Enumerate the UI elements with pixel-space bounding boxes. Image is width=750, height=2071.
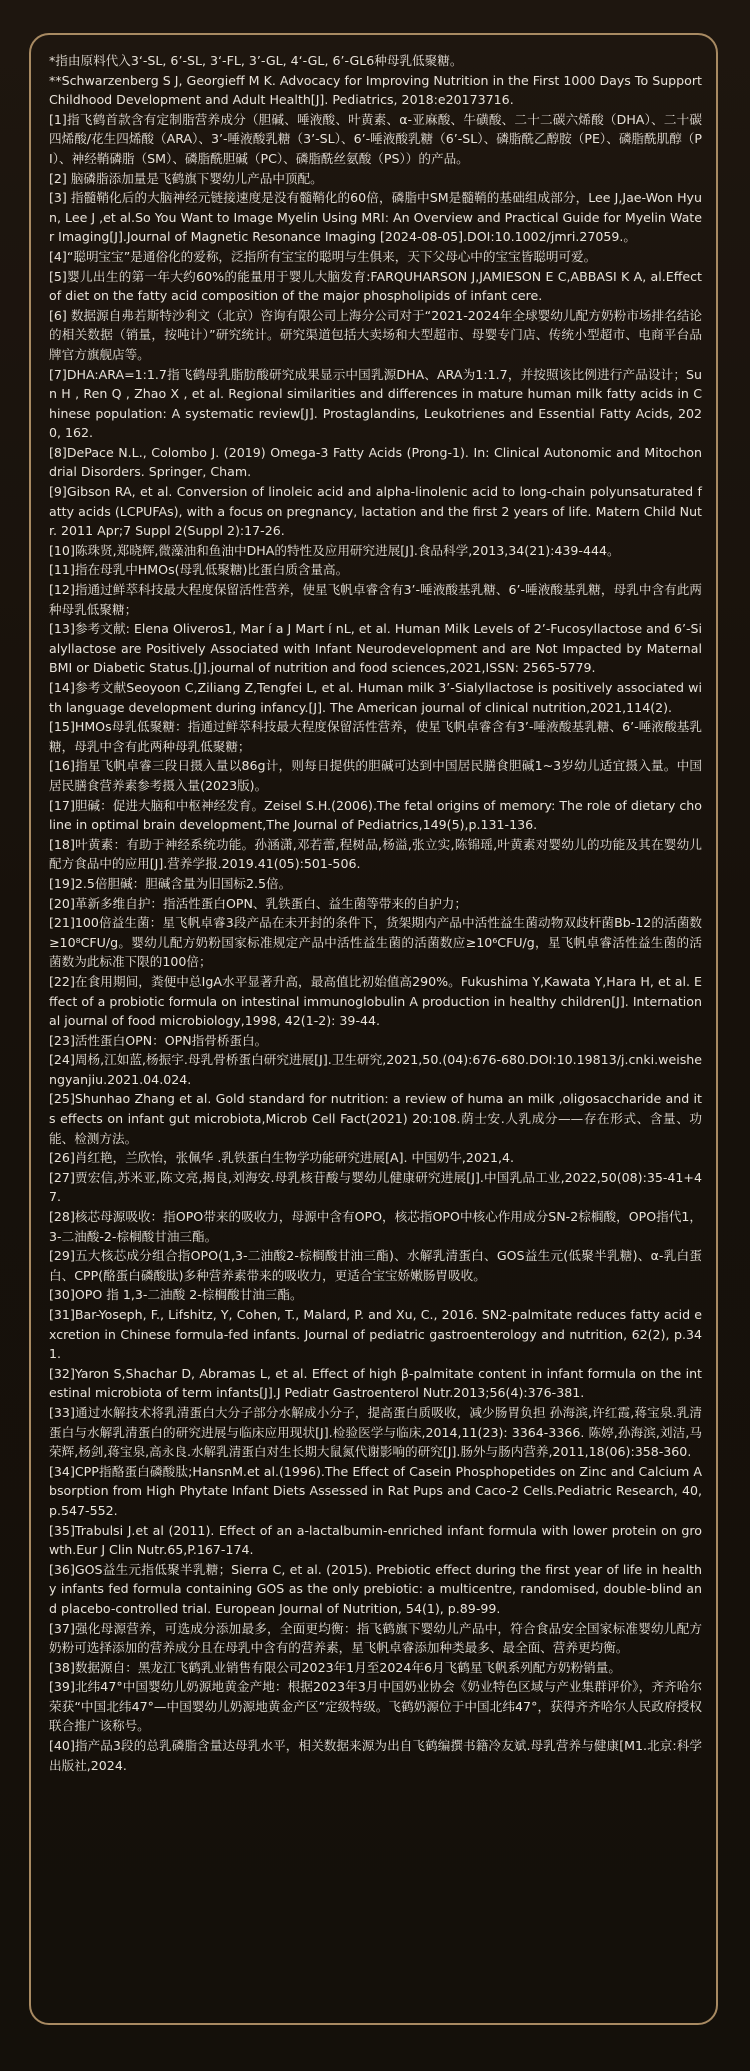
reference-item: [36]GOS益生元指低聚半乳糖；Sierra C, et al. (2015). Prebiotic effect during the first year of life in healthy infants fed formula containing GOS as the only prebiotic: a multicentre, randomised, double-blind and placebo-controlled trial. European Journal of Nutrition, 54(1), p.89-99. — [49, 1561, 702, 1616]
reference-item: [15]HMOs母乳低聚糖：指通过鲜萃科技最大程度保留活性营养，使星飞帆卓睿含有3’-唾液酸基乳糖、6’-唾液酸基乳糖，母乳中含有此两种母乳低聚糖； — [49, 719, 702, 754]
reference-item: [17]胆碱：促进大脑和中枢神经发育。Zeisel S.H.(2006).The fetal origins of memory: The role of dietary choline in optimal brain development,The Journal of Pediatrics,149(5),p.131-136. — [49, 797, 702, 833]
reference-item: [13]参考文献: Elena Oliveros1, Mar í a J Mart í nL, et al. Human Milk Levels of 2’-Fucosyllactose and 6’-Sialyllactose are Positively Associated with Infant Neurodevelopment and are Not Impacted by Maternal BMI or Diabetic Status.[J].journal of nutrition and food sciences,2021,ISSN: 2565-5779. — [49, 621, 702, 676]
reference-item: [31]Bar-Yoseph, F., Lifshitz, Y, Cohen, T., Malard, P. and Xu, C., 2016. SN2-palmitate reduces fatty acid excretion in Chinese formula-fed infants. Journal of pediatric gastroenterology and nutrition, 62(2), p.341. — [49, 1307, 702, 1362]
reference-item: [14]参考文献Seoyoon C,Ziliang Z,Tengfei L, et al. Human milk 3’-Sialyllactose is positively associated with language development during infancy.[J]. The American journal of clinical nutrition,2021,114(2). — [49, 680, 702, 715]
reference-item: [29]五大核芯成分组合指OPO(1,3-二油酸2-棕榈酸甘油三酯)、水解乳清蛋白、GOS益生元(低聚半乳糖)、α-乳白蛋白、CPP(酪蛋白磷酸肽)多种营养素带来的吸收力，更适合宝宝娇嫩肠胃吸收。 — [49, 1248, 702, 1283]
reference-item: [30]OPO 指 1,3-二油酸 2-棕榈酸甘油三酯。 — [49, 1287, 303, 1303]
reference-item: [1]指飞鹤首款含有定制脂营养成分（胆碱、唾液酸、叶黄素、α-亚麻酸、牛磺酸、二十二碳六烯酸（DHA）、二十碳四烯酸/花生四烯酸（ARA）、3’-唾液酸乳糖（3’-SL）、6’-唾液酸乳糖（6’-SL）、磷脂酰乙醇胺（PE）、磷脂酰肌醇（PI）、神经鞘磷脂（SM）、磷脂酰胆碱（PC）、磷脂酰丝氨酸（PS））的产品。 — [49, 111, 702, 166]
reference-item: [19]2.5倍胆碱：胆碱含量为旧国标2.5倍。 — [49, 875, 292, 891]
reference-item: [22]在食用期间，粪便中总IgA水平显著升高，最高值比初始值高290%。Fukushima Y,Kawata Y,Hara H, et al. Effect of a probiotic formula on intestinal immunoglobulin A production in healthy children[J]. International journal of food microbiology,1998, 42(1-2): 39-44. — [49, 973, 702, 1029]
references-panel — [29, 33, 718, 2025]
reference-item: [5]婴儿出生的第一年大约60%的能量用于婴儿大脑发育:FARQUHARSON J,JAMIESON E C,ABBASI K A, al.Effect of diet on the fatty acid composition of the major phospholipids of infant cere. — [49, 268, 702, 304]
reference-item: [32]Yaron S,Shachar D, Abramas L, et al. Effect of high β-palmitate content in infant formula on the intestinal microbiota of term infants[J].J Pediatr Gastroenterol Nutr.2013;56(4):376-381. — [49, 1365, 702, 1401]
reference-item: [25]Shunhao Zhang et al. Gold standard for nutrition: a review of huma an milk ,oligosaccharide and its effects on infant gut microbiota,Microb Cell Fact(2021) 20:108.荫士安.人乳成分——存在形式、含量、功能、检测方法。 — [49, 1091, 702, 1146]
reference-item: [10]陈珠贤,郑晓辉,微藻油和鱼油中DHA的特性及应用研究进展[J].食品科学,2013,34(21):439-444。 — [49, 542, 620, 558]
reference-item: [9]Gibson RA, et al. Conversion of linoleic acid and alpha-linolenic acid to long-chain polyunsaturated fatty acids (LCPUFAs), with a focus on pregnancy, lactation and the first 2 years of life. Matern Child Nutr. 2011 Apr;7 Suppl 2(Suppl 2):17-26. — [49, 484, 702, 539]
reference-item: [20]革新多维自护：指活性蛋白OPN、乳铁蛋白、益生菌等带来的自护力； — [49, 895, 467, 911]
reference-item: [39]北纬47°中国婴幼儿奶源地黄金产地：根据2023年3月中国奶业协会《奶业特色区域与产业集群评价》，齐齐哈尔荣获“中国北纬47°—中国婴幼儿奶源地黄金产区”定级特级。飞鹤奶源位于中国北纬47°，获得齐齐哈尔人民政府授权联合推广该称号。 — [49, 1679, 702, 1734]
reference-item: [3] 指髓鞘化后的大脑神经元链接速度是没有髓鞘化的60倍，磷脂中SM是髓鞘的基础组成部分，Lee J,Jae-Won Hyun, Lee J ,et al.So You Want to Image Myelin Using MRI: An Overview and Practical Guide for Myelin Water Imaging[J].Journal of Magnetic Resonance Imaging [2024-08-05].DOI:10.1002/jmri.27059.。 — [49, 190, 702, 245]
reference-item: [18]叶黄素：有助于神经系统功能。孙涵潇,邓若蕾,程树品,杨溢,张立实,陈锦瑶,叶黄素对婴幼儿的功能及其在婴幼儿配方食品中的应用[J].营养学报.2019.41(05):501-506. — [49, 836, 702, 872]
reference-item: [24]周杨,江如蓝,杨振宇.母乳骨桥蛋白研究进展[J].卫生研究,2021,50.(04):676-680.DOI:10.19813/j.cnki.weishengyanjiu.2021.04.024. — [49, 1052, 702, 1087]
reference-item: [21]100倍益生菌：星飞帆卓睿3段产品在未开封的条件下，货架期内产品中活性益生菌动物双歧杆菌Bb-12的活菌数≥10⁸CFU/g。婴幼儿配方奶粉国家标准规定产品中活性益生菌的活菌数应≥10⁶CFU/g，星飞帆卓睿活性益生菌的活菌数为此标准下限的100倍； — [49, 915, 702, 970]
reference-item: [16]指星飞帆卓睿三段日摄入量以86g计，则每日提供的胆碱可达到中国居民膳食胆碱1~3岁幼儿适宜摄入量。中国居民膳食营养素参考摄入量(2023版)。 — [49, 758, 702, 793]
reference-item: [38]数据源自：黑龙江飞鹤乳业销售有限公司2023年1月至2024年6月飞鹤星飞帆系列配方奶粉销量。 — [49, 1659, 621, 1675]
reference-item: [27]贾宏信,苏米亚,陈文亮,揭良,刘海安.母乳核苷酸与婴幼儿健康研究进展[J].中国乳品工业,2022,50(08):35-41+47. — [49, 1169, 702, 1205]
reference-item: [28]核芯母源吸收：指OPO带来的吸收力，母源中含有OPO，核芯指OPO中核心作用成分SN-2棕榈酸，OPO指代1，3-二油酸-2-棕榈酸甘油三酯。 — [49, 1209, 702, 1244]
reference-item: [33]通过水解技术将乳清蛋白大分子部分水解成小分子，提高蛋白质吸收，减少肠胃负担 孙海滨,许红霞,蒋宝泉.乳清蛋白与水解乳清蛋白的研究进展与临床应用现状[J].检验医学与临床,2014,11(23): 3364-3366. 陈婷,孙海滨,刘洁,马荣辉,杨剑,蒋宝泉,高永良.水解乳清蛋白对生长期大鼠氮代谢影响的研究[J].肠外与肠内营养,2011,18(06):358-360. — [49, 1404, 702, 1460]
reference-item: [12]指通过鲜萃科技最大程度保留活性营养，使星飞帆卓睿含有3’-唾液酸基乳糖、6’-唾液酸基乳糖，母乳中含有此两种母乳低聚糖； — [49, 582, 702, 617]
reference-item: [34]CPP指酪蛋白磷酸肽;HansnM.et al.(1996).The Effect of Casein Phosphopetides on Zinc and Calcium Absorption from High Phytate Infant Diets Assessed in Rat Pups and Caco-2 Cells.Pediatric Research, 40,p.547-552. — [49, 1463, 702, 1518]
reference-item: [2] 脑磷脂添加量是飞鹤旗下婴幼儿产品中顶配。 — [49, 170, 323, 186]
reference-item: [6] 数据源自弗若斯特沙利文（北京）咨询有限公司上海分公司对于“2021-2024年全球婴幼儿配方奶粉市场排名结论的相关数据（销量，按吨计）”研究统计。研究渠道包括大卖场和大型超市、母婴专门店、传统小型超市、电商平台品牌官方旗舰店等。 — [49, 307, 702, 362]
reference-item: [11]指在母乳中HMOs(母乳低聚糖)比蛋白质含量高。 — [49, 562, 349, 578]
reference-list — [49, 51, 702, 1775]
reference-item: [37]强化母源营养，可选成分添加最多，全面更均衡：指飞鹤旗下婴幼儿产品中，符合食品安全国家标准婴幼儿配方奶粉可选择添加的营养成分且在母乳中含有的营养素，星飞帆卓睿添加种类最多、最全面、营养更均衡。 — [49, 1620, 702, 1656]
reference-item: **Schwarzenberg S J, Georgieff M K. Advocacy for Improving Nutrition in the First 1000 Days To Support Childhood Development and Adult Health[J]. Pediatrics, 2018:e20173716. — [49, 72, 702, 108]
reference-item: [35]Trabulsi J.et al (2011). Effect of an a-lactalbumin-enriched infant formula with lower protein on growth.Eur J Clin Nutr.65,P.167-174. — [49, 1522, 702, 1558]
reference-item: [23]活性蛋白OPN：OPN指骨桥蛋白。 — [49, 1032, 268, 1048]
reference-item: [40]指产品3段的总乳磷脂含量达母乳水平，相关数据来源为出自飞鹤编撰书籍冷友斌.母乳营养与健康[M1.北京:科学出版社,2024. — [49, 1738, 702, 1773]
reference-item: [7]DHA:ARA=1:1.7指飞鹤母乳脂肪酸研究成果显示中国乳源DHA、ARA为1:1.7，并按照该比例进行产品设计；Sun H , Ren Q , Zhao X , et al. Regional similarities and differences in mature human milk fatty acids in Chinese population: A systematic review[J]. Prostaglandins, Leukotrienes and Essential Fatty Acids, 2020, 162. — [49, 366, 702, 441]
reference-item: [8]DePace N.L., Colombo J. (2019) Omega-3 Fatty Acids (Prong-1). In: Clinical Autonomic and Mitochondrial Disorders. Springer, Cham. — [49, 444, 702, 480]
reference-item: *指由原料代入3‘-SL, 6’-SL, 3‘-FL, 3’-GL, 4‘-GL, 6’-GL6种母乳低聚糖。 — [49, 53, 463, 68]
reference-item: [4]“聪明宝宝”是通俗化的爱称，泛指所有宝宝的聪明与生俱来，天下父母心中的宝宝皆聪明可爱。 — [49, 248, 597, 264]
reference-item: [26]肖红艳，兰欣怡，张佩华 .乳铁蛋白生物学功能研究进展[A]. 中国奶牛,2021,4. — [49, 1150, 515, 1166]
